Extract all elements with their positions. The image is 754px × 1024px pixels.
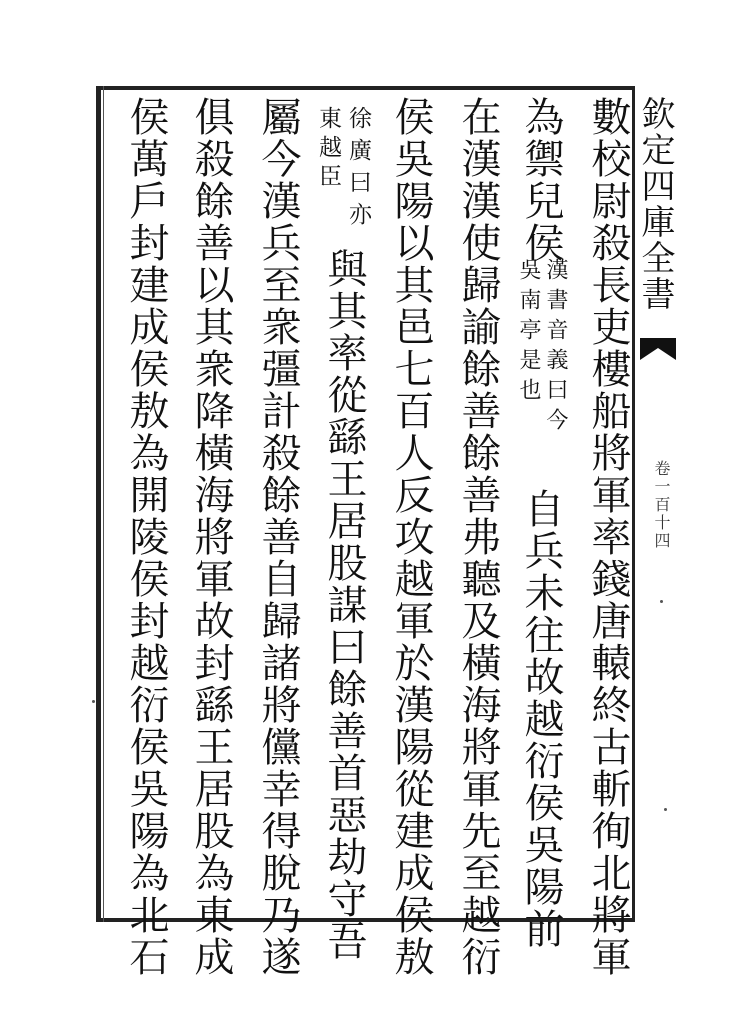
folio-volume-number: 卷一百十四: [652, 460, 671, 550]
text-column-1: 數校尉殺長吏樓船將軍率錢唐轅終古斬徇北將軍: [585, 96, 631, 978]
frame-left-border: [96, 86, 101, 922]
ink-speck: [660, 600, 663, 603]
text-column-2-annotation-a: 漢書音義曰今: [543, 258, 568, 438]
text-column-2-main-a: 為禦兒侯: [518, 96, 564, 264]
text-column-3: 在漢漢使歸諭餘善餘善弗聽及橫海將軍先至越衍: [455, 96, 501, 978]
frame-left-inner-border: [103, 86, 104, 922]
frame-top-border: [96, 86, 634, 90]
text-column-5-annotation-b: 東越臣: [315, 106, 341, 193]
text-column-5-annotation-a: 徐廣曰亦: [345, 106, 371, 234]
text-column-2-annotation-b: 吳南亭是也: [516, 258, 541, 408]
ink-speck: [92, 700, 95, 703]
text-column-2-main-b: 自兵未往故越衍侯吳陽前: [518, 488, 564, 950]
fish-tail-mark: [640, 338, 676, 360]
text-column-7: 俱殺餘善以其衆降橫海將軍故封繇王居股為東成: [188, 96, 234, 978]
text-column-8: 侯萬戶封建成侯敖為開陵侯封越衍侯吳陽為北石: [123, 96, 169, 978]
text-column-6: 屬今漢兵至衆彊計殺餘善自歸諸將儻幸得脫乃遂: [255, 96, 301, 978]
text-column-5-main: 與其率從繇王居股謀曰餘善首惡劫守吾: [321, 248, 367, 962]
text-column-4: 侯吳陽以其邑七百人反攻越軍於漢陽從建成侯敖: [388, 96, 434, 978]
page-header-title: 欽定四庫全書: [635, 96, 675, 312]
ink-speck: [664, 808, 667, 811]
